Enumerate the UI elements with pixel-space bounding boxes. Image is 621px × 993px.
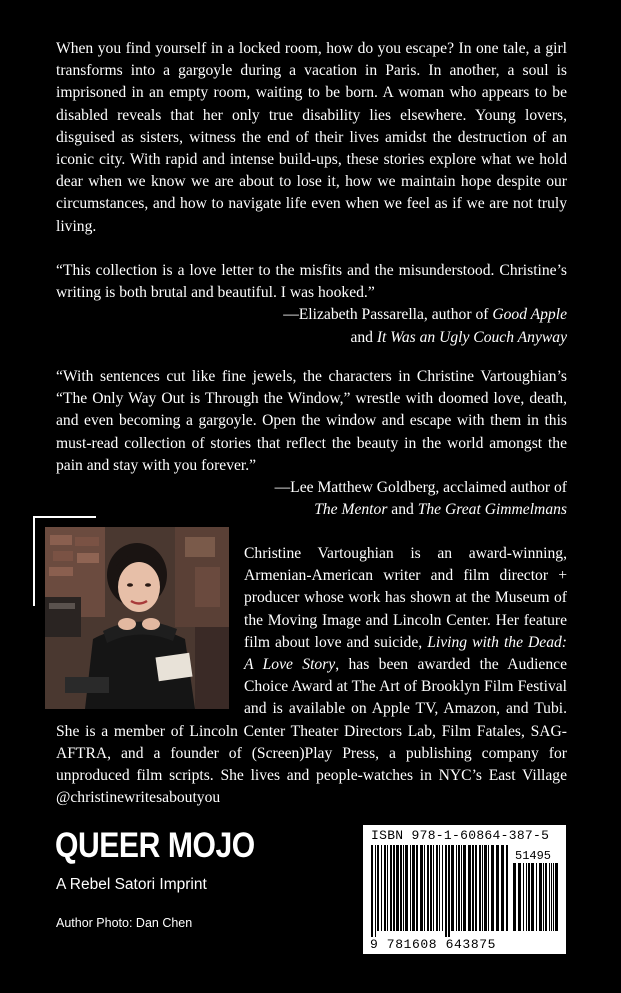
barcode-bar xyxy=(371,845,373,937)
attribution-book-title: The Great Gimmelmans xyxy=(417,501,567,519)
barcode-bar xyxy=(468,845,471,931)
barcode-bar xyxy=(518,863,521,931)
barcode-bar xyxy=(472,845,474,931)
barcode-bar xyxy=(545,863,547,931)
barcode-bar xyxy=(513,863,516,931)
barcode-bar xyxy=(427,845,429,931)
barcode-bar xyxy=(430,845,432,931)
barcode-bar xyxy=(420,845,423,931)
barcode-bar xyxy=(523,863,524,931)
barcode-bar xyxy=(549,863,550,931)
isbn-barcode xyxy=(363,825,566,954)
barcode-bar xyxy=(536,863,537,931)
quote-text: “This collection is a love letter to the misfits and the misunderstood. Christine’s writing is both brutal and beautiful. I was hooked.” xyxy=(56,262,567,302)
barcode-bar xyxy=(496,845,499,931)
photo-credit: Author Photo: Dan Chen xyxy=(56,916,193,930)
quote-text: “With sentences cut like fine jewels, the characters in Christine Vartoughian’s “The Only Way Out is Through the Window,” wrestle with doomed love, death, and even becoming a gargoyle. Open the window and escape with them in this must-read collection of stories that reflect the beauty in the world amongst the pain and stay with you forever.” xyxy=(56,368,567,474)
photo-text-wrap-spacer xyxy=(56,543,244,719)
barcode-bar xyxy=(439,845,440,931)
barcode-bar xyxy=(528,863,530,931)
isbn-number: ISBN 978-1-60864-387-5 xyxy=(371,828,550,843)
photo-frame-accent xyxy=(33,516,35,606)
attribution-author: —Lee Matthew Goldberg, acclaimed author of xyxy=(274,479,567,497)
queer-mojo-logo: QUEER MOJO xyxy=(55,826,255,865)
barcode-bar xyxy=(390,845,392,931)
attribution-connector: and xyxy=(387,501,418,519)
barcode-bar xyxy=(475,845,477,931)
barcode-bar xyxy=(484,845,487,931)
photo-frame-accent xyxy=(33,516,96,518)
barcode-bar xyxy=(501,845,504,931)
barcode-bar xyxy=(381,845,382,931)
back-cover-blurb: When you find yourself in a locked room, how do you escape? In one tale, a girl transforms into a gargoyle during a vacation in Paris. In another, a soul is imprisoned in an empty room, waiting to be born. A woman who appears to be disabled reveals that her only true disability lies elsewhere. Young lovers, disguised as sisters, witness the end of their lives amidst the destruction of an iconic city. With rapid and intense build-ups, these stories explore what we hold dear when we know we are about to lose it, how we maintain hope despite our circumstances, and how to navigate life even when we feel as if we are not truly living. xyxy=(56,40,567,235)
barcode-bar xyxy=(526,863,527,931)
quote-attribution xyxy=(56,477,567,521)
barcode-bar xyxy=(482,845,483,931)
barcode-bar xyxy=(377,845,379,931)
barcode-bar xyxy=(458,845,460,931)
barcode-bars xyxy=(371,845,511,937)
barcode-bar xyxy=(479,845,481,931)
bio-text: Christine Vartoughian is an award-winning, Armenian-American writer and film director + producer whose work has shown at the Museum of the Moving Image and Lincoln Center. Her feature film about love and suicide, xyxy=(244,545,567,651)
barcode-bar xyxy=(488,845,489,931)
attribution-connector: and xyxy=(350,328,377,346)
barcode-bar xyxy=(451,845,454,931)
barcode-bar xyxy=(463,845,466,931)
barcode-bar xyxy=(410,845,411,931)
barcode-bar xyxy=(396,845,399,931)
barcode-bar xyxy=(543,863,544,931)
quote-attribution xyxy=(56,304,567,348)
barcode-bar xyxy=(506,845,508,931)
barcode-bar xyxy=(456,845,457,931)
barcode-bar xyxy=(555,863,558,931)
barcode-bar xyxy=(403,845,404,931)
attribution-book-title: Good Apple xyxy=(492,306,567,324)
endorsement-quote-passarella xyxy=(56,260,567,349)
barcode-addon-bars xyxy=(513,863,559,937)
barcode-bar xyxy=(448,845,450,937)
barcode-bar xyxy=(400,845,402,931)
barcode-bar xyxy=(551,863,552,931)
barcode-bar xyxy=(442,845,443,931)
barcode-bar xyxy=(393,845,395,931)
barcode-bar xyxy=(405,845,408,931)
imprint-tagline: A Rebel Satori Imprint xyxy=(56,876,207,893)
author-bio xyxy=(56,543,567,809)
barcode-bar xyxy=(461,845,462,931)
film-title: Living with the Dead: A Love Story xyxy=(244,633,567,674)
barcode-bar xyxy=(412,845,415,931)
endorsement-quote-goldberg xyxy=(56,366,567,521)
barcode-bar xyxy=(491,845,494,931)
barcode-bar xyxy=(445,845,447,937)
barcode-bar xyxy=(375,845,376,937)
barcode-bar xyxy=(424,845,425,931)
barcode-bar xyxy=(531,863,534,931)
barcode-bar xyxy=(384,845,386,931)
attribution-author: —Elizabeth Passarella, author of xyxy=(283,306,493,324)
attribution-book-title: The Mentor xyxy=(314,501,388,519)
barcode-bar xyxy=(416,845,418,931)
barcode-digits: 9 781608 643875 xyxy=(370,937,497,952)
barcode-bar xyxy=(433,845,434,931)
attribution-book-title: It Was an Ugly Couch Anyway xyxy=(376,328,567,346)
barcode-bar xyxy=(553,863,554,931)
barcode-bar xyxy=(436,845,438,931)
barcode-bar xyxy=(387,845,388,931)
bio-text: , has been awarded the Audience Choice Award at The Art of Brooklyn Film Festival and is available on Apple TV, Amazon, and Tubi. She is a member of Lincoln Center Theater Directors Lab, Film Fatales, SAG-AFTRA, and a founder of (Screen)Play Press, a publishing company for unproduced film scripts. She lives and people-watches in NYC’s East Village @christinewritesaboutyou xyxy=(56,656,567,807)
price-code: 51495 xyxy=(515,849,552,863)
barcode-bar xyxy=(539,863,542,931)
